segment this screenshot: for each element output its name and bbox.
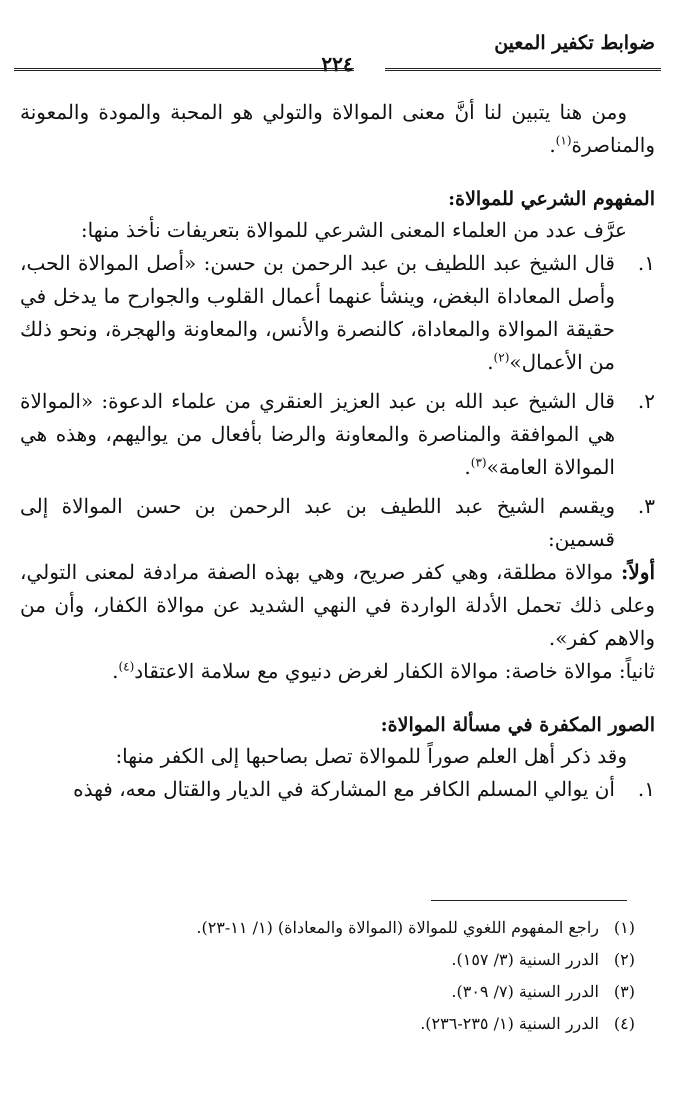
section-lead: وقد ذكر أهل العلم صوراً للموالاة تصل بصاحبها إلى الكفر منها: xyxy=(115,744,627,768)
item-end: . xyxy=(464,455,471,479)
footnote-ref-2: (٢) xyxy=(493,350,510,365)
list-item xyxy=(20,490,655,556)
footnote-text: الدرر السنية (١/ ٢٣٥-٢٣٦). xyxy=(420,1014,599,1033)
section-heading-legal-meaning: المفهوم الشرعي للموالاة: xyxy=(448,188,655,210)
footnote-text: الدرر السنية (٣/ ١٥٧). xyxy=(451,950,599,969)
section-lead: عرَّف عدد من العلماء المعنى الشرعي للموالاة بتعريفات نأخذ منها: xyxy=(80,218,627,242)
running-header xyxy=(14,28,661,74)
intro-paragraph xyxy=(20,96,655,162)
item-number: ١. xyxy=(637,777,655,801)
footnotes xyxy=(40,912,635,1040)
footnote xyxy=(40,944,635,976)
second-type-text: موالاة خاصة: موالاة الكفار لغرض دنيوي مع سلامة الاعتقاد xyxy=(134,659,613,683)
first-type-text: موالاة مطلقة، وهي كفر صريح، وهي بهذه الصفة مرادفة لمعنى التولي، وعلى ذلك تحمل الأدلة الواردة في النهي الشديد عن موالاة الكفار، وأن من والاهم كفر». xyxy=(20,560,655,650)
second-type-label: ثانياً: xyxy=(618,659,655,683)
item-number: ٣. xyxy=(637,494,655,518)
main-text xyxy=(20,96,655,806)
footnote xyxy=(40,912,635,944)
header-title: ضوابط تكفير المعين xyxy=(494,32,655,54)
list-item xyxy=(20,773,655,806)
item-text: أن يوالي المسلم الكافر مع المشاركة في الديار والقتال معه، فهذه xyxy=(73,777,615,801)
footnote-number: (٤) xyxy=(613,1014,635,1033)
list-item xyxy=(20,247,655,379)
footnote-ref-3: (٣) xyxy=(470,455,487,470)
item-number: ١. xyxy=(637,251,655,275)
list-item xyxy=(20,385,655,484)
second-type-end: . xyxy=(112,659,119,683)
footnote xyxy=(40,1008,635,1040)
footnote-text: الدرر السنية (٧/ ٣٠٩). xyxy=(451,982,599,1001)
first-type-label: أولاً: xyxy=(621,560,656,584)
intro-end: . xyxy=(549,133,556,157)
header-rule-left xyxy=(14,68,354,71)
page-number: ٢٢٤ xyxy=(321,52,354,76)
item-text: قال الشيخ عبد اللطيف بن عبد الرحمن بن حسن: «أصل الموالاة الحب، وأصل المعاداة البغض، وينشأ عنهما أعمال القلوب والجوارح ما يدخل في حقيقة الموالاة والمعاداة، كالنصرة والأنس، والمعاونة والهجرة، ونحو ذلك من الأعمال» xyxy=(20,251,615,374)
section-heading-disbelief-forms: الصور المكفرة في مسألة الموالاة: xyxy=(380,714,655,736)
footnote-ref-1: (١) xyxy=(555,133,572,148)
intro-text: ومن هنا يتبين لنا أنَّ معنى الموالاة والتولي هو المحبة والمودة والمعونة والمناصرة xyxy=(20,100,655,157)
footnote-number: (٣) xyxy=(613,982,635,1001)
item-number: ٢. xyxy=(637,389,655,413)
second-type-paragraph xyxy=(20,655,655,688)
footnote-number: (١) xyxy=(613,918,635,937)
footnote-ref-4: (٤) xyxy=(118,659,135,674)
footnote-separator xyxy=(431,900,627,901)
footnote xyxy=(40,976,635,1008)
item-text: ويقسم الشيخ عبد اللطيف بن عبد الرحمن بن حسن الموالاة إلى قسمين: xyxy=(20,494,615,551)
first-type-paragraph xyxy=(20,556,655,655)
footnote-number: (٢) xyxy=(613,950,635,969)
footnote-text: راجع المفهوم اللغوي للموالاة (الموالاة والمعاداة) (١/ ١١-٢٣). xyxy=(196,918,599,937)
item-end: . xyxy=(487,350,494,374)
item-text: قال الشيخ عبد الله بن عبد العزيز العنقري من علماء الدعوة: «الموالاة هي الموافقة والمناصرة والمعاونة والرضا بأفعال من يواليهم، وهذه هي الموالاة العامة» xyxy=(20,389,615,479)
